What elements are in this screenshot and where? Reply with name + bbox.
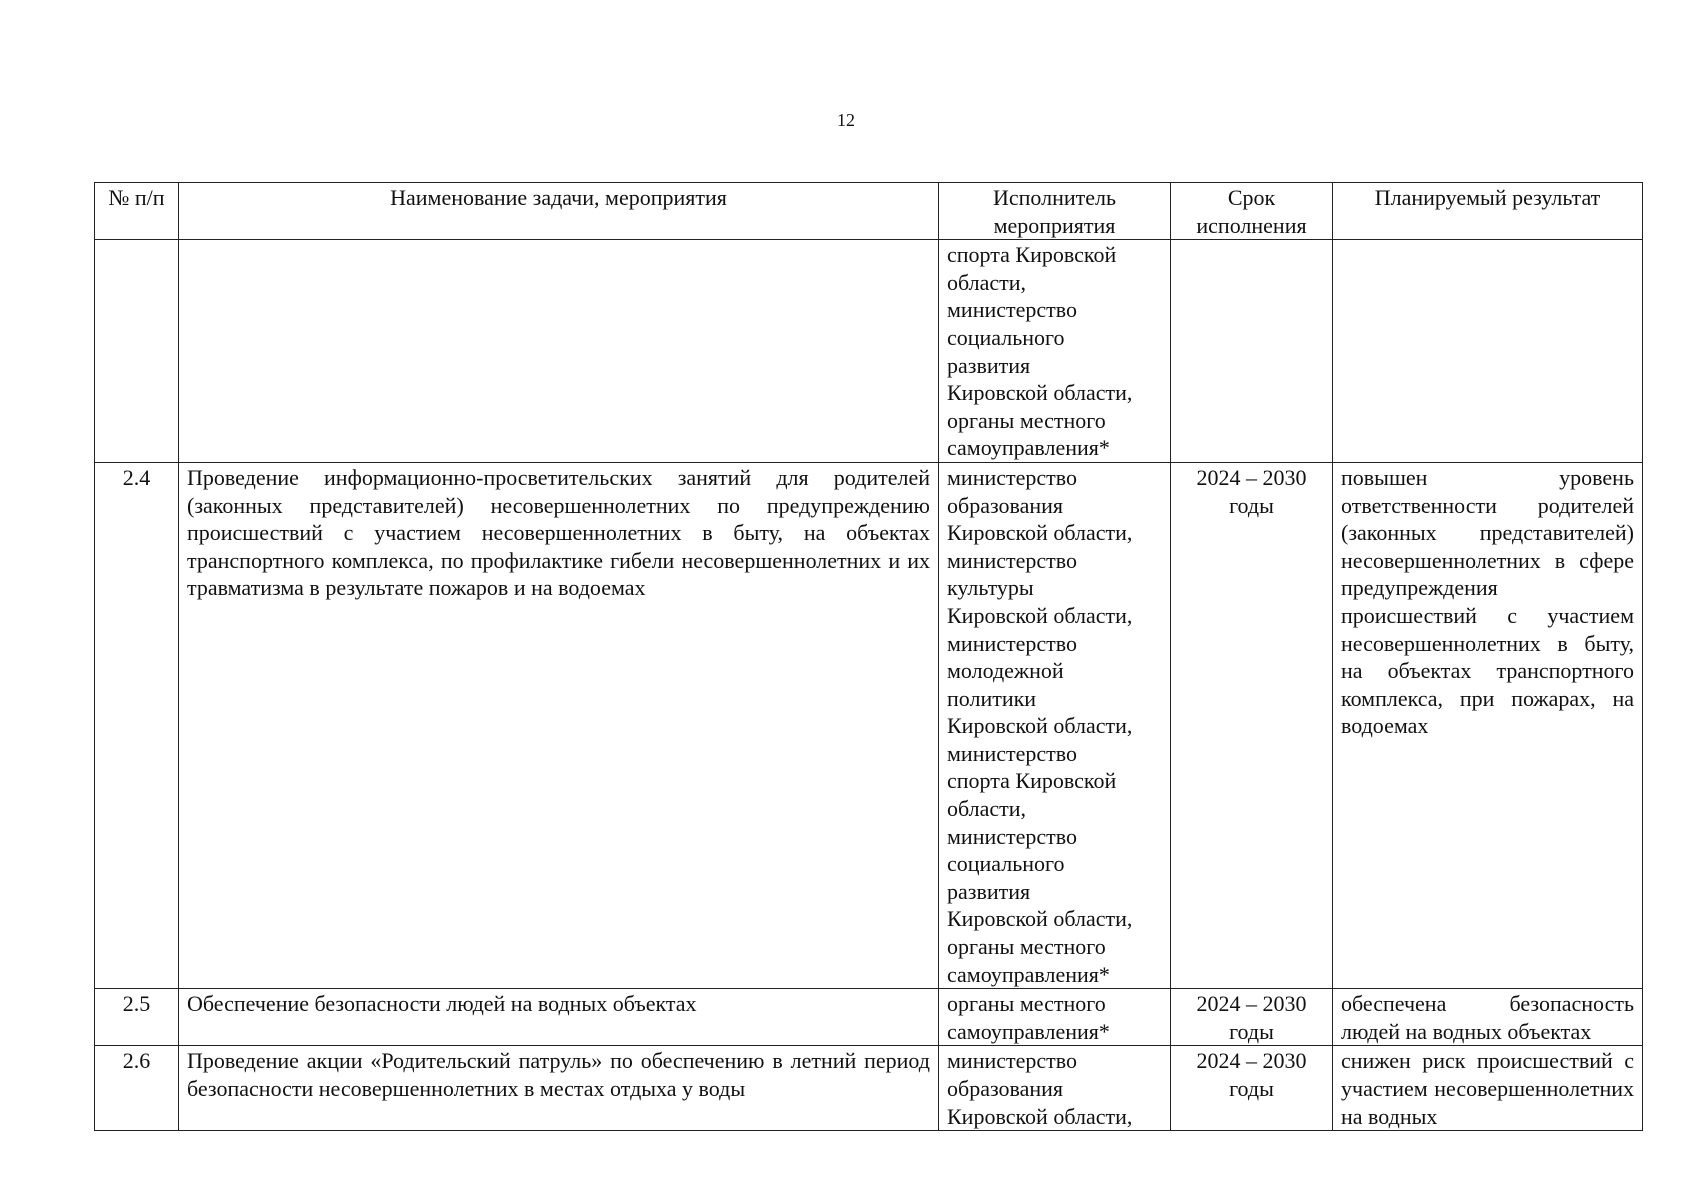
row-num: 2.4 — [95, 462, 179, 988]
executor-line: спорта Кировской — [947, 768, 1117, 794]
executor-line: министерство — [947, 1048, 1078, 1074]
table-row — [95, 462, 1643, 988]
header-result: Планируемый результат — [1333, 183, 1643, 240]
executor-line: самоуправления* — [947, 961, 1110, 987]
executor-line: спорта Кировской — [947, 242, 1117, 268]
executor-line: Кировской области, — [947, 1103, 1133, 1129]
executor-line: культуры — [947, 575, 1034, 601]
table-header-row — [95, 183, 1643, 240]
row-result: обеспечена безопасность людей на водных объектах — [1333, 989, 1643, 1046]
row-term — [1171, 240, 1333, 463]
row-task: Проведение акции «Родительский патруль» по обеспечению в летний период безопасности несовершеннолетних в местах отдыха у воды — [179, 1046, 939, 1131]
header-num: № п/п — [95, 183, 179, 240]
executor-line: министерство — [947, 547, 1078, 573]
executor-line: социального — [947, 851, 1065, 877]
executor-line: министерство — [947, 823, 1078, 849]
executor-line: органы местного — [947, 407, 1106, 433]
row-task: Обеспечение безопасности людей на водных объектах — [179, 989, 939, 1046]
row-num — [95, 240, 179, 463]
executor-line: Кировской области, — [947, 520, 1133, 546]
executor-line: Кировской области, — [947, 380, 1133, 406]
executor-line: министерство — [947, 630, 1078, 656]
row-num: 2.6 — [95, 1046, 179, 1131]
executor-line: Кировской области, — [947, 602, 1133, 628]
measures-table — [94, 182, 1643, 1131]
executor-line: министерство — [947, 297, 1078, 323]
row-term: 2024 – 2030 годы — [1171, 989, 1333, 1046]
executor-line: развития — [947, 352, 1031, 378]
page-number: 12 — [837, 110, 855, 130]
executor-line: самоуправления* — [947, 435, 1110, 461]
table-row — [95, 240, 1643, 463]
executor-line: социального — [947, 324, 1065, 350]
row-executor — [939, 240, 1171, 463]
row-num: 2.5 — [95, 989, 179, 1046]
header-executor: Исполнитель мероприятия — [939, 183, 1171, 240]
row-executor — [939, 1046, 1171, 1131]
executor-line: органы местного — [947, 991, 1106, 1017]
executor-line: области, — [947, 269, 1027, 295]
executor-line: органы местного — [947, 934, 1106, 960]
executor-line: образования — [947, 1076, 1064, 1101]
row-task: Проведение информационно-просветительских занятий для родителей (законных представителей) несовершеннолетних по предупреждению происшествий с участием несовершеннолетних в быту, на объектах транспортного комплекса, по профилактике гибели несовершеннолетних и их травматизма в результате пожаров и на водоемах — [179, 462, 939, 988]
executor-line: образования — [947, 492, 1064, 518]
executor-line: Кировской области, — [947, 906, 1133, 932]
row-term: 2024 – 2030 годы — [1171, 1046, 1333, 1131]
executor-line: молодежной — [947, 658, 1064, 684]
executor-line: самоуправления* — [947, 1018, 1110, 1044]
row-term: 2024 – 2030 годы — [1171, 462, 1333, 988]
header-term: Срок исполнения — [1171, 183, 1333, 240]
executor-line: области, — [947, 796, 1027, 822]
executor-line: политики — [947, 685, 1037, 711]
row-result — [1333, 240, 1643, 463]
executor-line: министерство — [947, 740, 1078, 766]
row-executor — [939, 462, 1171, 988]
row-task — [179, 240, 939, 463]
table-row — [95, 1046, 1643, 1131]
row-executor — [939, 989, 1171, 1046]
row-result: повышен уровень ответственности родителей (законных представителей) несовершеннолетних в сфере предупреждения происшествий с участием несовершеннолетних в быту, на объектах транспортного комплекса, при пожарах, на водоемах — [1333, 462, 1643, 988]
executor-line: развития — [947, 878, 1031, 904]
executor-line: Кировской области, — [947, 713, 1133, 739]
row-result: снижен риск происшествий с участием несовершеннолетних на водных — [1333, 1046, 1643, 1131]
header-task: Наименование задачи, мероприятия — [179, 183, 939, 240]
executor-line: министерство — [947, 464, 1078, 490]
table-row — [95, 989, 1643, 1046]
